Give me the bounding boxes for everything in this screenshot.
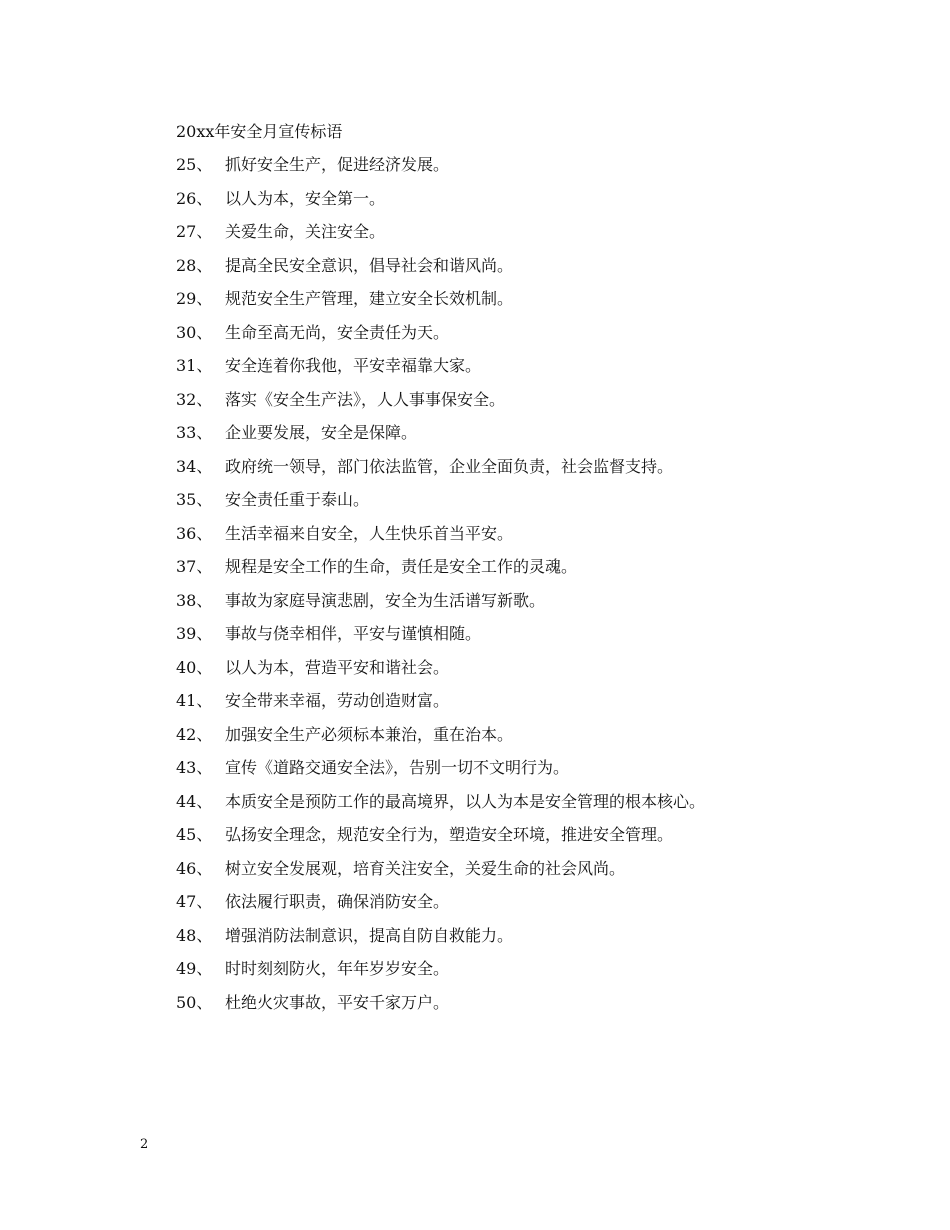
slogan-number: 39、 <box>176 624 213 643</box>
list-item <box>176 255 705 289</box>
list-item <box>176 422 705 456</box>
list-item <box>176 757 705 791</box>
slogan-text: 企业要发展，安全是保障。 <box>225 423 418 442</box>
slogan-text: 增强消防法制意识，提高自防自救能力。 <box>225 925 514 945</box>
list-item <box>176 690 705 724</box>
slogan-text: 以人为本，营造平安和谐社会。 <box>225 657 450 677</box>
slogan-text: 安全带来幸福，劳动创造财富。 <box>225 691 450 710</box>
document-title: 20xx年安全月宣传标语 <box>176 122 343 141</box>
slogan-number: 38、 <box>176 590 213 610</box>
slogan-text: 事故为家庭导演悲剧，安全为生活谱写新歌。 <box>225 590 546 610</box>
list-item <box>176 992 705 1026</box>
slogan-number: 34、 <box>176 456 213 476</box>
slogan-text: 落实《安全生产法》，人人事事保安全。 <box>225 389 506 409</box>
slogan-number: 28、 <box>176 255 213 275</box>
slogan-text: 弘扬安全理念，规范安全行为，塑造安全环境，推进安全管理。 <box>225 825 674 844</box>
list-item <box>176 791 705 825</box>
list-item <box>176 489 705 523</box>
slogan-number: 26、 <box>176 188 213 208</box>
slogan-text: 宣传《道路交通安全法》，告别一切不文明行为。 <box>225 758 570 777</box>
slogan-number: 45、 <box>176 825 213 844</box>
slogan-text: 本质安全是预防工作的最高境界，以人为本是安全管理的根本核心。 <box>225 791 706 811</box>
slogan-text: 以人为本，安全第一。 <box>225 188 386 208</box>
slogan-text: 规程是安全工作的生命，责任是安全工作的灵魂。 <box>225 557 578 576</box>
slogan-text: 杜绝火灾事故，平安千家万户。 <box>225 992 450 1012</box>
list-item <box>176 154 705 188</box>
slogan-number: 43、 <box>176 758 213 777</box>
list-item <box>176 456 705 490</box>
slogan-list <box>176 154 705 1025</box>
slogan-text: 抓好安全生产，促进经济发展。 <box>225 155 450 174</box>
slogan-text: 事故与侥幸相伴，平安与谨慎相随。 <box>225 624 482 643</box>
slogan-text: 规范安全生产管理，建立安全长效机制。 <box>225 289 514 308</box>
list-item <box>176 824 705 858</box>
list-item <box>176 221 705 255</box>
slogan-text: 树立安全发展观，培育关注安全，关爱生命的社会风尚。 <box>225 858 626 878</box>
slogan-text: 关爱生命，关注安全。 <box>225 222 386 241</box>
slogan-number: 27、 <box>176 222 213 241</box>
slogan-number: 46、 <box>176 858 213 878</box>
list-item <box>176 958 705 992</box>
slogan-number: 48、 <box>176 925 213 945</box>
slogan-number: 33、 <box>176 423 213 442</box>
list-item <box>176 389 705 423</box>
list-item <box>176 556 705 590</box>
slogan-number: 37、 <box>176 557 213 576</box>
list-item <box>176 925 705 959</box>
slogan-number: 44、 <box>176 791 213 811</box>
slogan-number: 29、 <box>176 289 213 308</box>
list-item <box>176 657 705 691</box>
slogan-text: 提高全民安全意识，倡导社会和谐风尚。 <box>225 255 514 275</box>
slogan-number: 36、 <box>176 523 213 543</box>
slogan-number: 30、 <box>176 322 213 342</box>
slogan-number: 50、 <box>176 992 213 1012</box>
list-item <box>176 590 705 624</box>
slogan-number: 47、 <box>176 892 213 911</box>
slogan-number: 32、 <box>176 389 213 409</box>
slogan-number: 25、 <box>176 155 213 174</box>
slogan-text: 生活幸福来自安全，人生快乐首当平安。 <box>225 523 514 543</box>
slogan-text: 政府统一领导，部门依法监管，企业全面负责，社会监督支持。 <box>225 456 674 476</box>
list-item <box>176 523 705 557</box>
slogan-number: 49、 <box>176 959 213 978</box>
list-item <box>176 288 705 322</box>
slogan-text: 时时刻刻防火，年年岁岁安全。 <box>225 959 450 978</box>
slogan-number: 42、 <box>176 724 213 744</box>
slogan-number: 35、 <box>176 490 213 509</box>
list-item <box>176 724 705 758</box>
slogan-text: 安全责任重于泰山。 <box>225 490 370 509</box>
slogan-text: 生命至高无尚，安全责任为天。 <box>225 322 450 342</box>
list-item <box>176 322 705 356</box>
list-item <box>176 858 705 892</box>
slogan-number: 41、 <box>176 691 213 710</box>
slogan-text: 安全连着你我他，平安幸福靠大家。 <box>225 356 482 375</box>
slogan-number: 40、 <box>176 657 213 677</box>
slogan-text: 加强安全生产必须标本兼治，重在治本。 <box>225 724 514 744</box>
list-item <box>176 891 705 925</box>
page-number: 2 <box>140 1137 149 1152</box>
list-item <box>176 623 705 657</box>
list-item <box>176 188 705 222</box>
slogan-text: 依法履行职责，确保消防安全。 <box>225 892 450 911</box>
slogan-number: 31、 <box>176 356 213 375</box>
list-item <box>176 355 705 389</box>
